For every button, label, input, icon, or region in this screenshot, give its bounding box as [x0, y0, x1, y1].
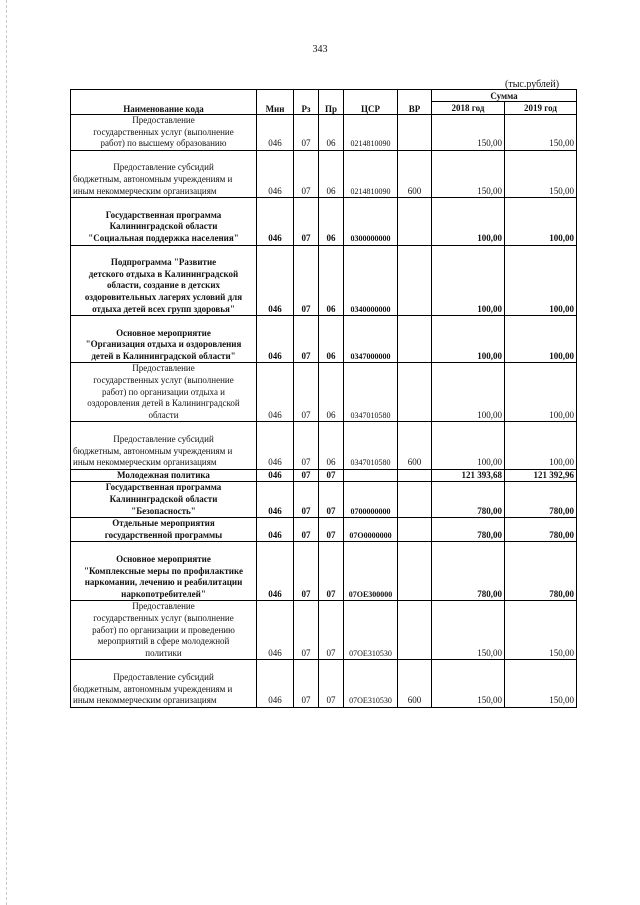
row-name — [71, 115, 257, 151]
row-name-line: наркопотребителей" — [121, 588, 206, 599]
row-name-line: Подпрограмма "Развитие — [110, 257, 217, 268]
row-name-line: оздоровления детей в Калининградской — [87, 398, 240, 409]
row-rz: 07 — [294, 245, 319, 316]
row-min: 046 — [257, 245, 294, 316]
row-rz: 07 — [294, 518, 319, 542]
row-pr: 06 — [319, 198, 344, 245]
row-name — [71, 660, 257, 707]
table-row — [71, 245, 577, 316]
row-vr: 600 — [398, 422, 432, 469]
row-pr: 06 — [319, 115, 344, 151]
row-name-line — [73, 151, 254, 163]
row-min: 046 — [257, 542, 294, 601]
row-name-line: Отдельные мероприятия — [112, 518, 215, 529]
row-name-line — [73, 316, 254, 328]
row-name — [71, 482, 257, 518]
row-name-line — [73, 198, 254, 210]
page-number: 343 — [312, 44, 328, 55]
row-csr: 0340000000 — [344, 245, 398, 316]
header-rz: Рз — [294, 90, 319, 115]
row-vr — [398, 542, 432, 601]
table-row — [71, 422, 577, 469]
row-pr: 07 — [319, 660, 344, 707]
row-name-line: политики — [145, 647, 182, 658]
row-vr — [398, 245, 432, 316]
row-min: 046 — [257, 150, 294, 197]
row-vr — [398, 518, 432, 542]
row-vr — [398, 198, 432, 245]
row-csr: 0347000000 — [344, 316, 398, 363]
row-csr: 0700000000 — [344, 482, 398, 518]
row-name-line — [73, 542, 254, 554]
budget-table — [70, 89, 577, 708]
row-pr: 06 — [319, 422, 344, 469]
row-vr — [398, 363, 432, 422]
row-name-line: детей в Калининградской области" — [91, 350, 236, 361]
row-2019: 100,00 — [505, 363, 577, 422]
row-csr: 07ОЕ310530 — [344, 601, 398, 660]
row-2018: 100,00 — [432, 422, 505, 469]
row-name-line: Предоставление — [132, 115, 195, 125]
row-2019: 100,00 — [505, 245, 577, 316]
row-2018: 100,00 — [432, 198, 505, 245]
header-csr: ЦСР — [344, 90, 398, 115]
row-name — [71, 150, 257, 197]
row-csr: 0347010580 — [344, 363, 398, 422]
row-vr: 600 — [398, 660, 432, 707]
row-name-line: мероприятий в сфере молодежной — [97, 636, 230, 647]
row-rz: 07 — [294, 482, 319, 518]
table-row — [71, 363, 577, 422]
row-2018: 150,00 — [432, 115, 505, 151]
row-csr: 07О0000000 — [344, 518, 398, 542]
row-pr: 06 — [319, 150, 344, 197]
row-rz: 07 — [294, 542, 319, 601]
row-name-line: Предоставление субсидий — [113, 434, 214, 445]
row-name-line: "Безопасность" — [131, 505, 196, 516]
table-row — [71, 660, 577, 707]
header-name: Наименование кода — [71, 90, 257, 115]
row-name — [71, 316, 257, 363]
row-csr: 0300000000 — [344, 198, 398, 245]
row-name-line: Государственная программа — [105, 209, 222, 220]
table-row — [71, 150, 577, 197]
row-2018: 780,00 — [432, 482, 505, 518]
row-name-line: оздоровительных лагерях условий для — [84, 291, 243, 302]
header-2019: 2019 год — [505, 102, 577, 115]
row-pr: 06 — [319, 245, 344, 316]
table-body — [71, 115, 577, 708]
row-name-line — [73, 660, 254, 672]
row-pr: 06 — [319, 363, 344, 422]
row-name-line — [73, 246, 254, 258]
row-pr: 07 — [319, 542, 344, 601]
row-2018: 780,00 — [432, 518, 505, 542]
row-csr: 0214810090 — [344, 150, 398, 197]
row-name-line: Основное мероприятие — [116, 327, 211, 338]
header-row-top — [71, 90, 577, 102]
row-name-line: государственных услуг (выполнение — [93, 375, 234, 386]
row-2019: 150,00 — [505, 601, 577, 660]
row-rz: 07 — [294, 660, 319, 707]
row-csr: 0347010580 — [344, 422, 398, 469]
row-csr: 07ОЕ300000 — [344, 542, 398, 601]
row-2018: 121 393,68 — [432, 469, 505, 482]
table-row — [71, 482, 577, 518]
row-name-line: Предоставление — [132, 363, 195, 374]
row-name-line: Основное мероприятие — [116, 553, 211, 564]
row-vr — [398, 115, 432, 151]
header-sum: Сумма — [432, 90, 577, 102]
row-min: 046 — [257, 601, 294, 660]
table-row — [71, 542, 577, 601]
header-vr: ВР — [398, 90, 432, 115]
row-2018: 150,00 — [432, 150, 505, 197]
row-vr: 600 — [398, 150, 432, 197]
table-row — [71, 198, 577, 245]
row-name — [71, 542, 257, 601]
row-min: 046 — [257, 422, 294, 469]
row-2018: 100,00 — [432, 245, 505, 316]
row-min: 046 — [257, 518, 294, 542]
row-name-line: "Организация отдыха и оздоровления — [85, 339, 242, 350]
row-name-line: иным некоммерческим организациям — [73, 695, 217, 706]
row-rz: 07 — [294, 115, 319, 151]
row-2019: 121 392,96 — [505, 469, 577, 482]
row-csr: 0214810090 — [344, 115, 398, 151]
table-row — [71, 115, 577, 151]
row-name-line: "Социальная поддержка населения" — [88, 232, 239, 243]
row-rz: 07 — [294, 422, 319, 469]
row-min: 046 — [257, 482, 294, 518]
row-2019: 150,00 — [505, 150, 577, 197]
row-vr — [398, 482, 432, 518]
row-2019: 100,00 — [505, 198, 577, 245]
row-name-line: Предоставление субсидий — [113, 671, 214, 682]
row-2018: 150,00 — [432, 660, 505, 707]
row-name-line: государственных услуг (выполнение — [93, 612, 234, 623]
row-name-line: государственных услуг (выполнение — [93, 126, 234, 137]
row-name-line: "Комплексные меры по профилактике — [84, 565, 243, 576]
row-2019: 100,00 — [505, 316, 577, 363]
row-name-line: области, создание в детских — [106, 280, 221, 291]
row-name — [71, 469, 257, 482]
row-2019: 780,00 — [505, 518, 577, 542]
row-pr: 07 — [319, 482, 344, 518]
row-csr — [344, 469, 398, 482]
table-row — [71, 469, 577, 482]
table-row — [71, 316, 577, 363]
row-rz: 07 — [294, 363, 319, 422]
row-name-line: бюджетным, автономным учреждениям и — [73, 445, 233, 456]
row-name-line: наркомании, лечению и реабилитации — [84, 577, 243, 588]
row-name — [71, 518, 257, 542]
row-min: 046 — [257, 316, 294, 363]
row-min: 046 — [257, 363, 294, 422]
row-rz: 07 — [294, 469, 319, 482]
row-pr: 06 — [319, 316, 344, 363]
row-pr: 07 — [319, 601, 344, 660]
row-vr — [398, 601, 432, 660]
row-name-line: Предоставление — [132, 601, 195, 612]
row-name-line: бюджетным, автономным учреждениям и — [73, 683, 233, 694]
row-2018: 150,00 — [432, 601, 505, 660]
header-2018: 2018 год — [432, 102, 505, 115]
row-2019: 150,00 — [505, 115, 577, 151]
row-name-line: Калининградской области — [109, 494, 218, 504]
row-2018: 100,00 — [432, 363, 505, 422]
row-2019: 150,00 — [505, 660, 577, 707]
row-name — [71, 245, 257, 316]
table-row — [71, 518, 577, 542]
row-name-line: детского отдыха в Калининградской — [88, 268, 239, 279]
row-name-line: Предоставление субсидий — [113, 162, 214, 173]
row-min: 046 — [257, 660, 294, 707]
row-rz: 07 — [294, 316, 319, 363]
row-rz: 07 — [294, 198, 319, 245]
row-csr: 07ОЕ310530 — [344, 660, 398, 707]
units-label: (тыс.рублей) — [505, 79, 560, 90]
row-2019: 780,00 — [505, 482, 577, 518]
row-pr: 07 — [319, 469, 344, 482]
row-name-line: работ) по высшему образованию — [100, 138, 227, 149]
row-name-line: работ) по организации отдыха и — [101, 386, 226, 397]
row-min: 046 — [257, 469, 294, 482]
row-name-line: отдыха детей всех групп здоровья" — [92, 303, 235, 314]
row-vr — [398, 469, 432, 482]
row-name-line: области — [148, 409, 179, 420]
row-min: 046 — [257, 115, 294, 151]
row-2018: 100,00 — [432, 316, 505, 363]
header-pr: Пр — [319, 90, 344, 115]
row-name-line: Калининградской области — [109, 221, 218, 232]
row-name — [71, 363, 257, 422]
table-row — [71, 601, 577, 660]
row-name-line: Государственная программа — [105, 482, 222, 493]
row-min: 046 — [257, 198, 294, 245]
row-name — [71, 198, 257, 245]
row-name-line: бюджетным, автономным учреждениям и — [73, 173, 233, 184]
row-name-line: работ) по организации и проведению — [92, 624, 235, 635]
row-vr — [398, 316, 432, 363]
row-2019: 100,00 — [505, 422, 577, 469]
row-rz: 07 — [294, 601, 319, 660]
row-rz: 07 — [294, 150, 319, 197]
row-name-line — [73, 422, 254, 434]
row-name-line: государственной программы — [104, 529, 223, 540]
row-name — [71, 601, 257, 660]
header-min: Мин — [257, 90, 294, 115]
row-2018: 780,00 — [432, 542, 505, 601]
row-pr: 07 — [319, 518, 344, 542]
row-name — [71, 422, 257, 469]
row-name-line: иным некоммерческим организациям — [73, 185, 217, 196]
row-name-line: иным некоммерческим организациям — [73, 457, 217, 468]
row-name-line: Молодежная политика — [117, 469, 210, 480]
binding-margin-line — [6, 0, 7, 905]
row-2019: 780,00 — [505, 542, 577, 601]
